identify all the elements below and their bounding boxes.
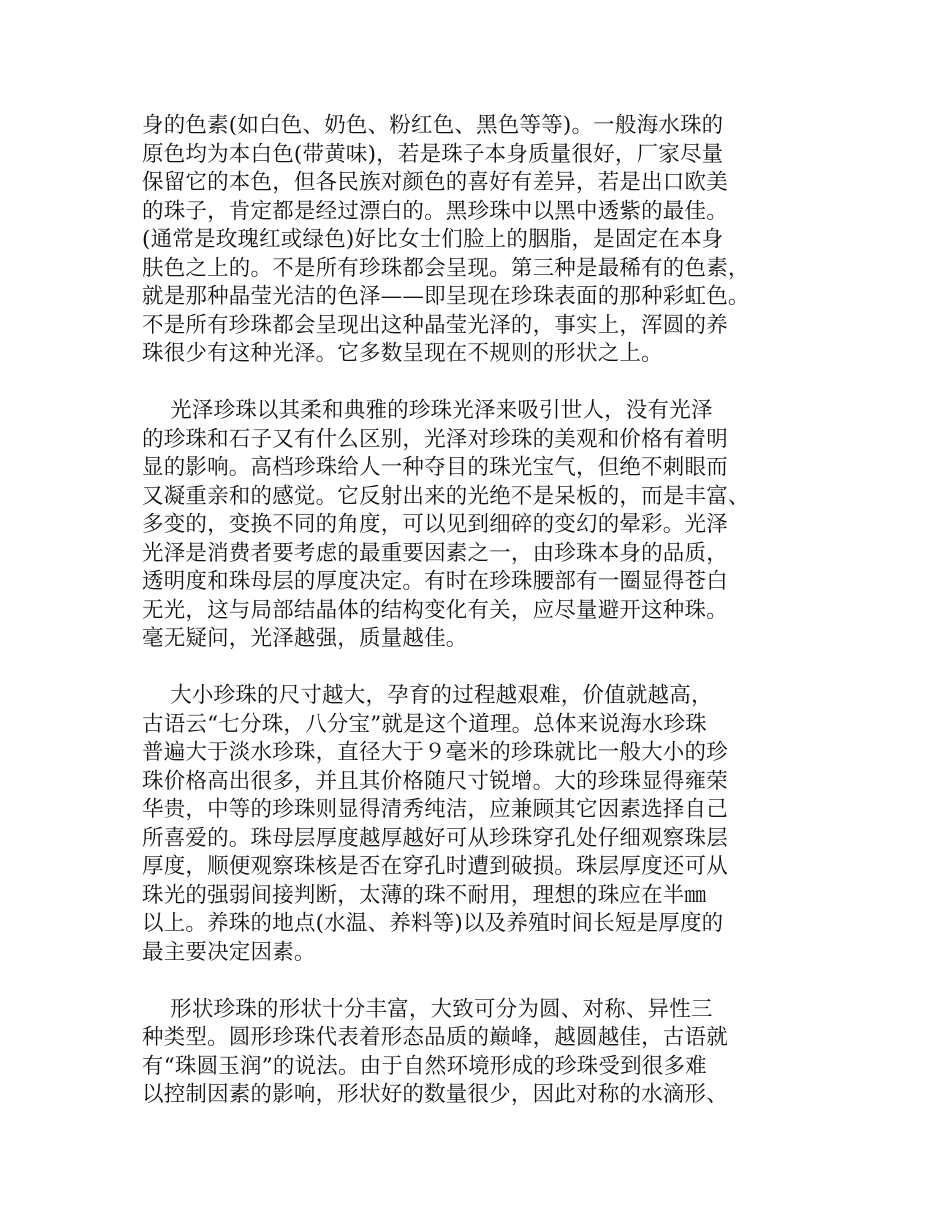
text-line: 原色均为本白色(带黄味)，若是珠子本身质量很好，厂家尽量 <box>142 141 724 167</box>
paragraph-shape <box>142 996 832 1110</box>
text-line: 最主要决定因素。 <box>142 939 316 965</box>
text-line: 肤色之上的。不是所有珍珠都会呈现。第三种是最稀有的色素， <box>142 255 750 281</box>
text-line: 珠价格高出很多，并且其价格随尺寸锐增。大的珍珠显得雍荣 <box>142 768 728 794</box>
text-line: 珠很少有这种光泽。它多数呈现在不规则的形状之上。 <box>142 341 663 366</box>
text-line: 厚度，顺便观察珠核是否在穿孔时遭到破损。珠层厚度还可从 <box>142 854 728 879</box>
text-line: 以控制因素的影响，形状好的数量很少，因此对称的水滴形、 <box>142 1082 728 1107</box>
text-line: 显的影响。高档珍珠给人一种夺目的珠光宝气，但绝不刺眼而 <box>142 455 728 480</box>
text-line: 的珍珠和石子又有什么区别，光泽对珍珠的美观和价格有着明 <box>142 426 728 452</box>
paragraph-size <box>142 682 832 967</box>
text-line: 古语云“七分珠，八分宝”就是这个道理。总体来说海水珍珠 <box>142 711 707 737</box>
text-line: 种类型。圆形珍珠代表着形态品质的巅峰，越圆越佳，古语就 <box>142 1025 728 1050</box>
document-page <box>142 112 832 1110</box>
text-line: 多变的，变换不同的角度，可以见到细碎的变幻的晕彩。光泽 <box>142 512 728 537</box>
text-line: 光泽珍珠以其柔和典雅的珍珠光泽来吸引世人，没有光泽 <box>142 398 713 423</box>
text-line: 珠光的强弱间接判断，太薄的珠不耐用，理想的珠应在半㎜ <box>142 882 707 908</box>
text-line: 华贵，中等的珍珠则显得清秀纯洁，应兼顾其它因素选择自己 <box>142 797 728 822</box>
text-line: 无光，这与局部结晶体的结构变化有关，应尽量避开这种珠。 <box>142 597 728 623</box>
text-line: 透明度和珠母层的厚度决定。有时在珍珠腰部有一圈显得苍白 <box>142 569 728 594</box>
text-line: 的珠子，肯定都是经过漂白的。黑珍珠中以黑中透紫的最佳。 <box>142 198 728 224</box>
text-line: 毫无疑问，光泽越强，质量越佳。 <box>142 626 468 651</box>
text-line: 以上。养珠的地点(水温、养料等)以及养殖时间长短是厚度的 <box>142 911 724 936</box>
text-line: 大小珍珠的尺寸越大，孕育的过程越艰难，价值就越高， <box>142 683 713 708</box>
text-line: (通常是玫瑰红或绿色)好比女士们脸上的胭脂，是固定在本身 <box>142 227 724 252</box>
text-line: 保留它的本色，但各民族对颜色的喜好有差异，若是出口欧美 <box>142 170 728 195</box>
text-line: 就是那种晶莹光洁的色泽——即呈现在珍珠表面的那种彩虹色。 <box>142 284 750 309</box>
text-line: 所喜爱的。珠母层厚度越厚越好可从珍珠穿孔处仔细观察珠层 <box>142 825 728 851</box>
text-line: 形状珍珠的形状十分丰富，大致可分为圆、对称、异性三 <box>142 996 713 1022</box>
paragraph-color <box>142 112 832 369</box>
text-line: 身的色素(如白色、奶色、粉红色、黑色等等)。一般海水珠的 <box>142 113 724 138</box>
paragraph-luster <box>142 397 832 654</box>
text-line: 有“珠圆玉润”的说法。由于自然环境形成的珍珠受到很多难 <box>142 1053 707 1079</box>
text-line: 普遍大于淡水珍珠，直径大于９毫米的珍珠就比一般大小的珍 <box>142 740 728 765</box>
text-line: 又凝重亲和的感觉。它反射出来的光绝不是呆板的，而是丰富、 <box>142 483 750 509</box>
text-line: 光泽是消费者要考虑的最重要因素之一，由珍珠本身的品质， <box>142 540 728 566</box>
text-line: 不是所有珍珠都会呈现出这种晶莹光泽的，事实上，浑圆的养 <box>142 312 728 338</box>
